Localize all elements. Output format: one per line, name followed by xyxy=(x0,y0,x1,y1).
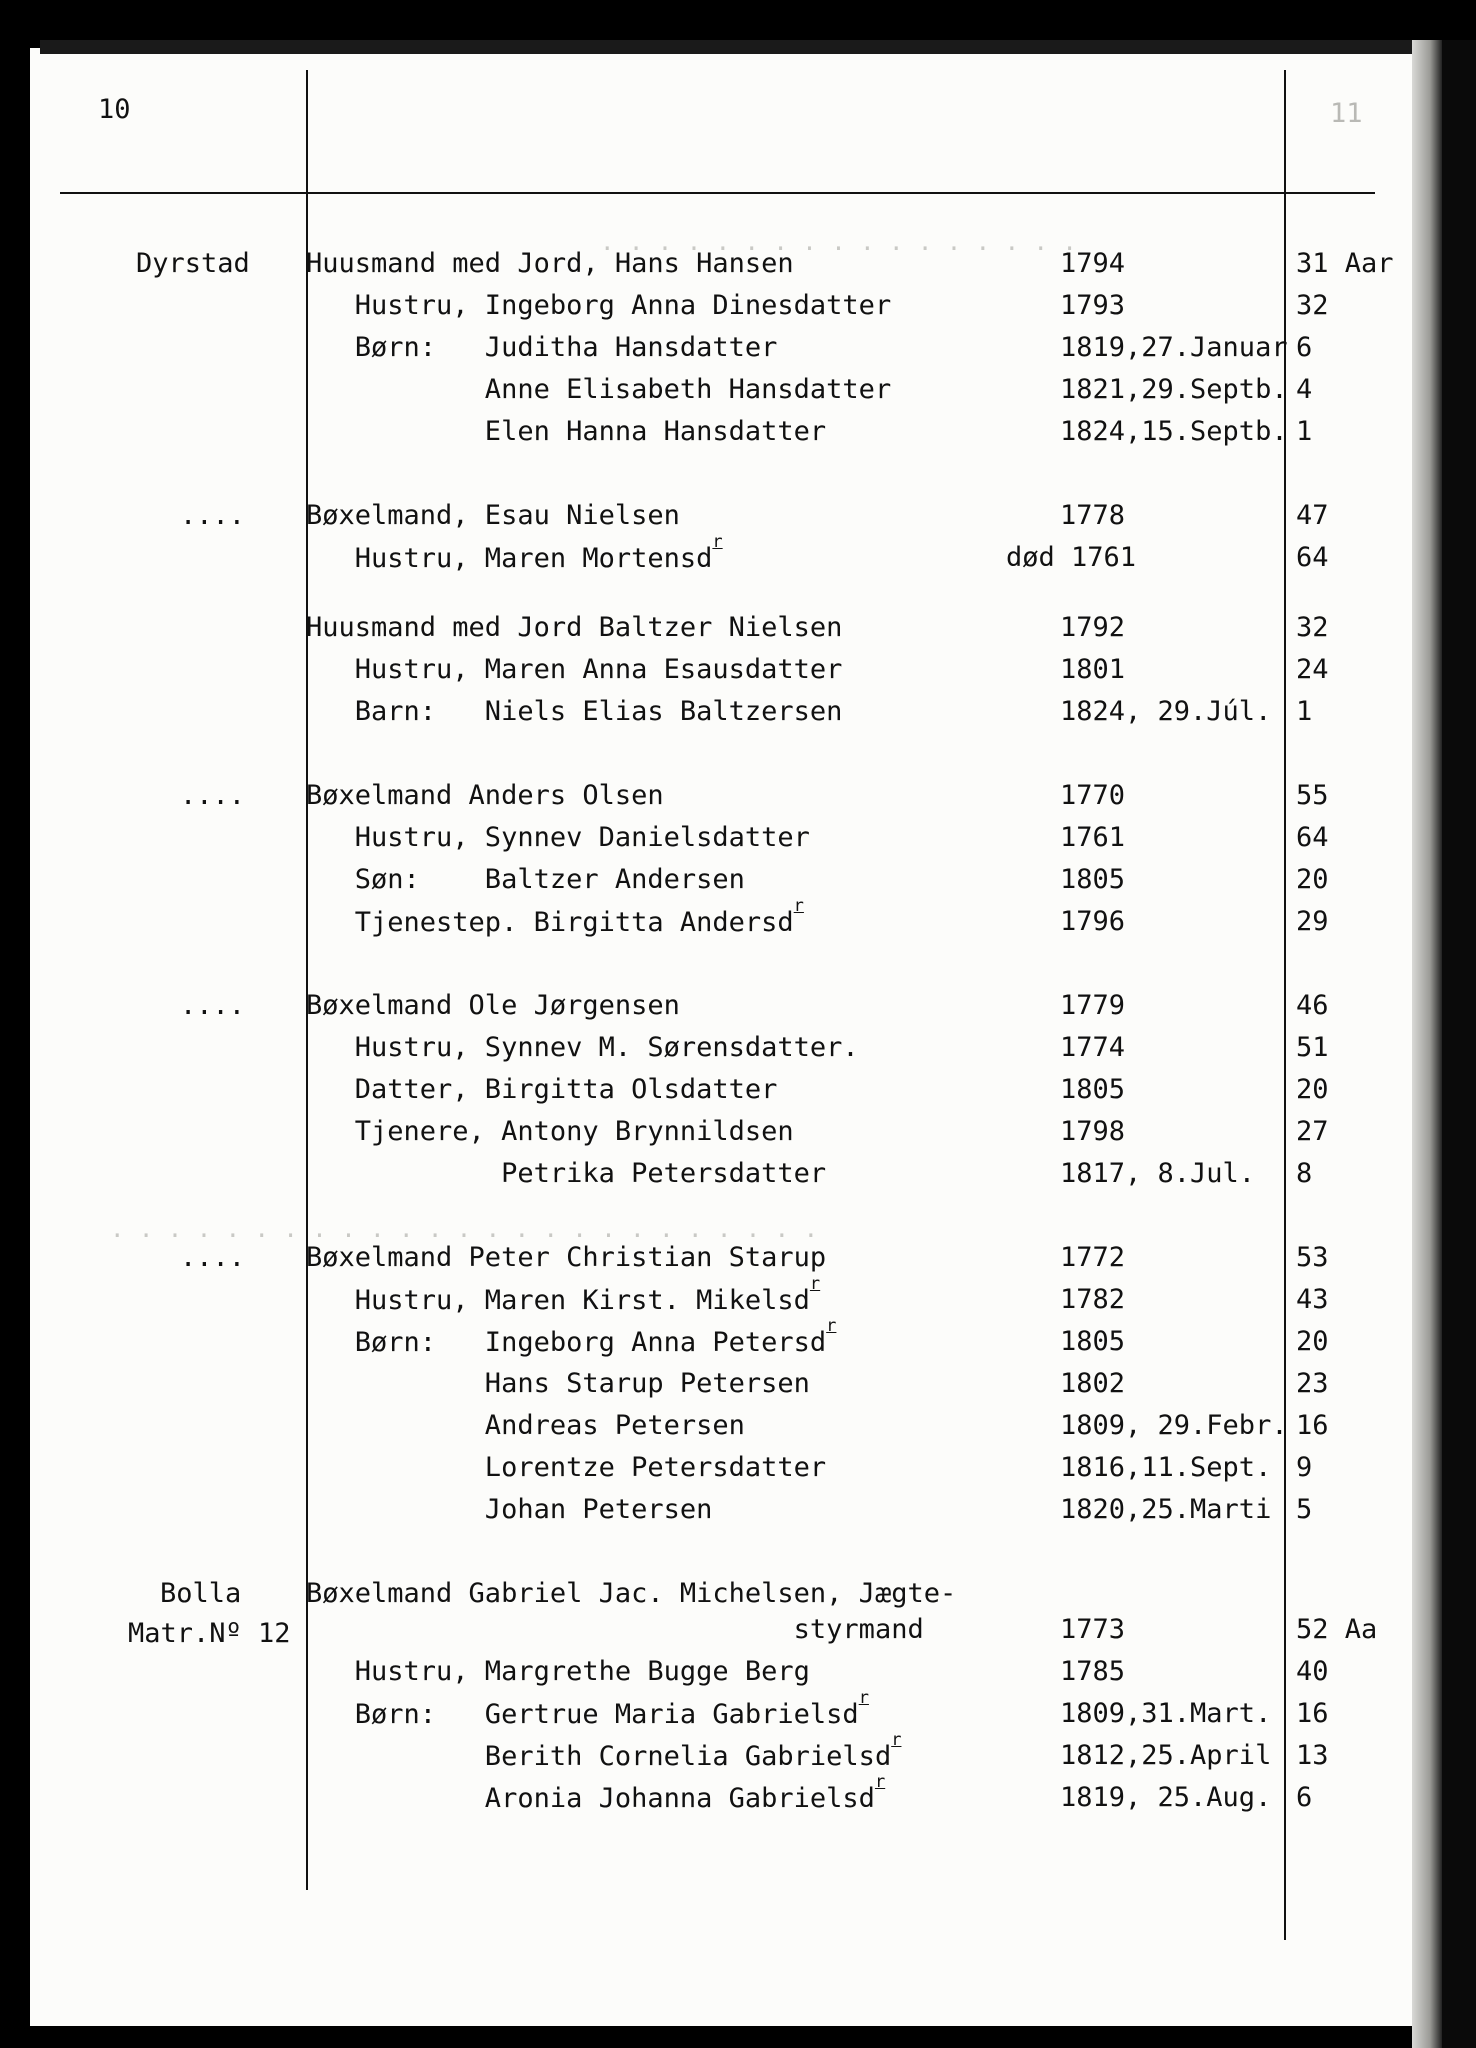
entry-date: 1801 xyxy=(1060,654,1126,685)
entry-name: Bøxelmand Anders Olsen xyxy=(306,780,664,811)
entry-age: 1 xyxy=(1296,416,1313,447)
entry-age: 4 xyxy=(1296,374,1313,405)
entry-age: 20 xyxy=(1296,864,1329,895)
ditto-dots: .... xyxy=(180,500,246,531)
entry-name: Børn: Ingeborg Anna Petersd$^r$ xyxy=(306,1316,837,1358)
entry-date: 1805 xyxy=(1060,864,1126,895)
entry-name: Barn: Niels Elias Baltzersen xyxy=(306,696,843,727)
entry-age: 23 xyxy=(1296,1368,1329,1399)
entry-age: 64 xyxy=(1296,542,1329,573)
ditto-dots: .... xyxy=(180,1242,246,1273)
entry-age: 6 xyxy=(1296,1782,1313,1813)
entry-date: 1805 xyxy=(1060,1074,1126,1105)
entry-name: Huusmand med Jord Baltzer Nielsen xyxy=(306,612,843,643)
entry-date: 1809,31.Mart. xyxy=(1060,1698,1272,1729)
entry-name: Børn: Juditha Hansdatter xyxy=(306,332,778,363)
entry-name: Børn: Gertrue Maria Gabrielsd$^r$ xyxy=(306,1688,869,1730)
entry-name: Hans Starup Petersen xyxy=(306,1368,810,1399)
header-rule xyxy=(60,192,1375,194)
entry-name: Johan Petersen xyxy=(306,1494,713,1525)
entry-age: 8 xyxy=(1296,1158,1313,1189)
entry-date: 1819, 25.Aug. xyxy=(1060,1782,1272,1813)
entry-date: 1793 xyxy=(1060,290,1126,321)
superscript-r: r xyxy=(874,1772,886,1792)
entry-age: 1 xyxy=(1296,696,1313,727)
entry-date: 1809, 29.Febr. xyxy=(1060,1410,1288,1441)
entry-date: 1802 xyxy=(1060,1368,1126,1399)
entry-date: 1792 xyxy=(1060,612,1126,643)
entry-age: 13 xyxy=(1296,1740,1329,1771)
entry-date: 1817, 8.Jul. xyxy=(1060,1158,1256,1189)
place-name: Bolla xyxy=(160,1578,242,1609)
entry-name: Hustru, Maren Kirst. Mikelsd$^r$ xyxy=(306,1274,821,1316)
entry-age: 20 xyxy=(1296,1326,1329,1357)
superscript-r: r xyxy=(826,1316,837,1336)
entry-name: Aronia Johanna Gabrielsd$^r$ xyxy=(306,1772,886,1814)
entry-name: styrmand xyxy=(306,1614,924,1645)
entry-name: Bøxelmand Ole Jørgensen xyxy=(306,990,680,1021)
page-number-right: 11 xyxy=(1330,98,1363,129)
entry-name: Lorentze Petersdatter xyxy=(306,1452,827,1483)
entry-age: 24 xyxy=(1296,654,1329,685)
entry-age: 6 xyxy=(1296,332,1313,363)
entry-date: 1824,15.Septb. xyxy=(1060,416,1288,447)
entry-name: Bøxelmand, Esau Nielsen xyxy=(306,500,680,531)
entry-date: 1770 xyxy=(1060,780,1126,811)
entry-date: 1821,29.Septb. xyxy=(1060,374,1288,405)
entry-name: Tjenere, Antony Brynnildsen xyxy=(306,1116,794,1147)
place-name: Dyrstad xyxy=(136,248,250,279)
entry-age: 32 xyxy=(1296,290,1329,321)
superscript-r: r xyxy=(858,1688,869,1708)
superscript-r: r xyxy=(809,1274,821,1294)
entry-age: 43 xyxy=(1296,1284,1329,1315)
entry-age: 55 xyxy=(1296,780,1329,811)
entry-name: Hustru, Maren Anna Esausdatter xyxy=(306,654,843,685)
page-top-edge xyxy=(40,40,1420,54)
entry-name: Hustru, Margrethe Bugge Berg xyxy=(306,1656,810,1687)
entry-date: død 1761 xyxy=(1006,542,1137,573)
adjacent-page-edge xyxy=(1412,40,1476,2048)
entry-name: Hustru, Ingeborg Anna Dinesdatter xyxy=(306,290,892,321)
superscript-r: r xyxy=(891,1730,902,1750)
page-number-left: 10 xyxy=(98,94,131,125)
entry-date: 1779 xyxy=(1060,990,1126,1021)
entry-name: Søn: Baltzer Andersen xyxy=(306,864,745,895)
superscript-r: r xyxy=(712,532,723,552)
entry-date: 1812,25.April xyxy=(1060,1740,1272,1771)
entry-age: 31 Aar xyxy=(1296,248,1394,279)
entry-date: 1772 xyxy=(1060,1242,1126,1273)
entry-age: 16 xyxy=(1296,1698,1329,1729)
bleed-through-text: . . . . . . . . . . . . . . . . . xyxy=(600,228,1077,256)
entry-date: 1794 xyxy=(1060,248,1126,279)
entry-age: 53 xyxy=(1296,1242,1329,1273)
entry-name: Hustru, Synnev Danielsdatter xyxy=(306,822,810,853)
entry-age: 40 xyxy=(1296,1656,1329,1687)
entry-name: Bøxelmand Gabriel Jac. Michelsen, Jægte- xyxy=(306,1578,957,1609)
entry-date: 1796 xyxy=(1060,906,1126,937)
entry-name: Datter, Birgitta Olsdatter xyxy=(306,1074,778,1105)
entry-age: 64 xyxy=(1296,822,1329,853)
entry-age: 20 xyxy=(1296,1074,1329,1105)
entry-date: 1805 xyxy=(1060,1326,1126,1357)
entry-age: 52 Aa xyxy=(1296,1614,1378,1645)
entry-date: 1819,27.Januar xyxy=(1060,332,1288,363)
entry-age: 9 xyxy=(1296,1452,1313,1483)
place-name: Matr.Nº 12 xyxy=(128,1618,291,1649)
entry-age: 46 xyxy=(1296,990,1329,1021)
entry-date: 1774 xyxy=(1060,1032,1126,1063)
entry-name: Bøxelmand Peter Christian Starup xyxy=(306,1242,827,1273)
entry-name: Tjenestep. Birgitta Andersd$^r$ xyxy=(306,896,804,938)
entry-name: Hustru, Maren Mortensd$^r$ xyxy=(306,532,723,574)
entry-date: 1824, 29.Júl. xyxy=(1060,696,1272,727)
entry-name: Hustru, Synnev M. Sørensdatter. xyxy=(306,1032,859,1063)
entry-name: Andreas Petersen xyxy=(306,1410,745,1441)
entry-date: 1820,25.Marti xyxy=(1060,1494,1272,1525)
bleed-through-text: . . . . . . . . . . . . . . . . . . . . . . . . . xyxy=(110,1215,819,1243)
entry-name: Anne Elisabeth Hansdatter xyxy=(306,374,892,405)
entry-age: 29 xyxy=(1296,906,1329,937)
entry-date: 1816,11.Sept. xyxy=(1060,1452,1272,1483)
entry-age: 47 xyxy=(1296,500,1329,531)
entry-name: Petrika Petersdatter xyxy=(306,1158,827,1189)
entry-age: 5 xyxy=(1296,1494,1313,1525)
ditto-dots: .... xyxy=(180,990,246,1021)
entry-age: 27 xyxy=(1296,1116,1329,1147)
entry-date: 1778 xyxy=(1060,500,1126,531)
entry-age: 32 xyxy=(1296,612,1329,643)
entry-date: 1785 xyxy=(1060,1656,1126,1687)
entry-date: 1773 xyxy=(1060,1614,1126,1645)
entry-name: Elen Hanna Hansdatter xyxy=(306,416,827,447)
entry-age: 16 xyxy=(1296,1410,1329,1441)
entry-date: 1798 xyxy=(1060,1116,1126,1147)
entry-name: Berith Cornelia Gabrielsd$^r$ xyxy=(306,1730,902,1772)
entry-date: 1761 xyxy=(1060,822,1126,853)
entry-name: Huusmand med Jord, Hans Hansen xyxy=(306,248,794,279)
entry-age: 51 xyxy=(1296,1032,1329,1063)
entry-date: 1782 xyxy=(1060,1284,1126,1315)
superscript-r: r xyxy=(793,896,804,916)
ditto-dots: .... xyxy=(180,780,246,811)
